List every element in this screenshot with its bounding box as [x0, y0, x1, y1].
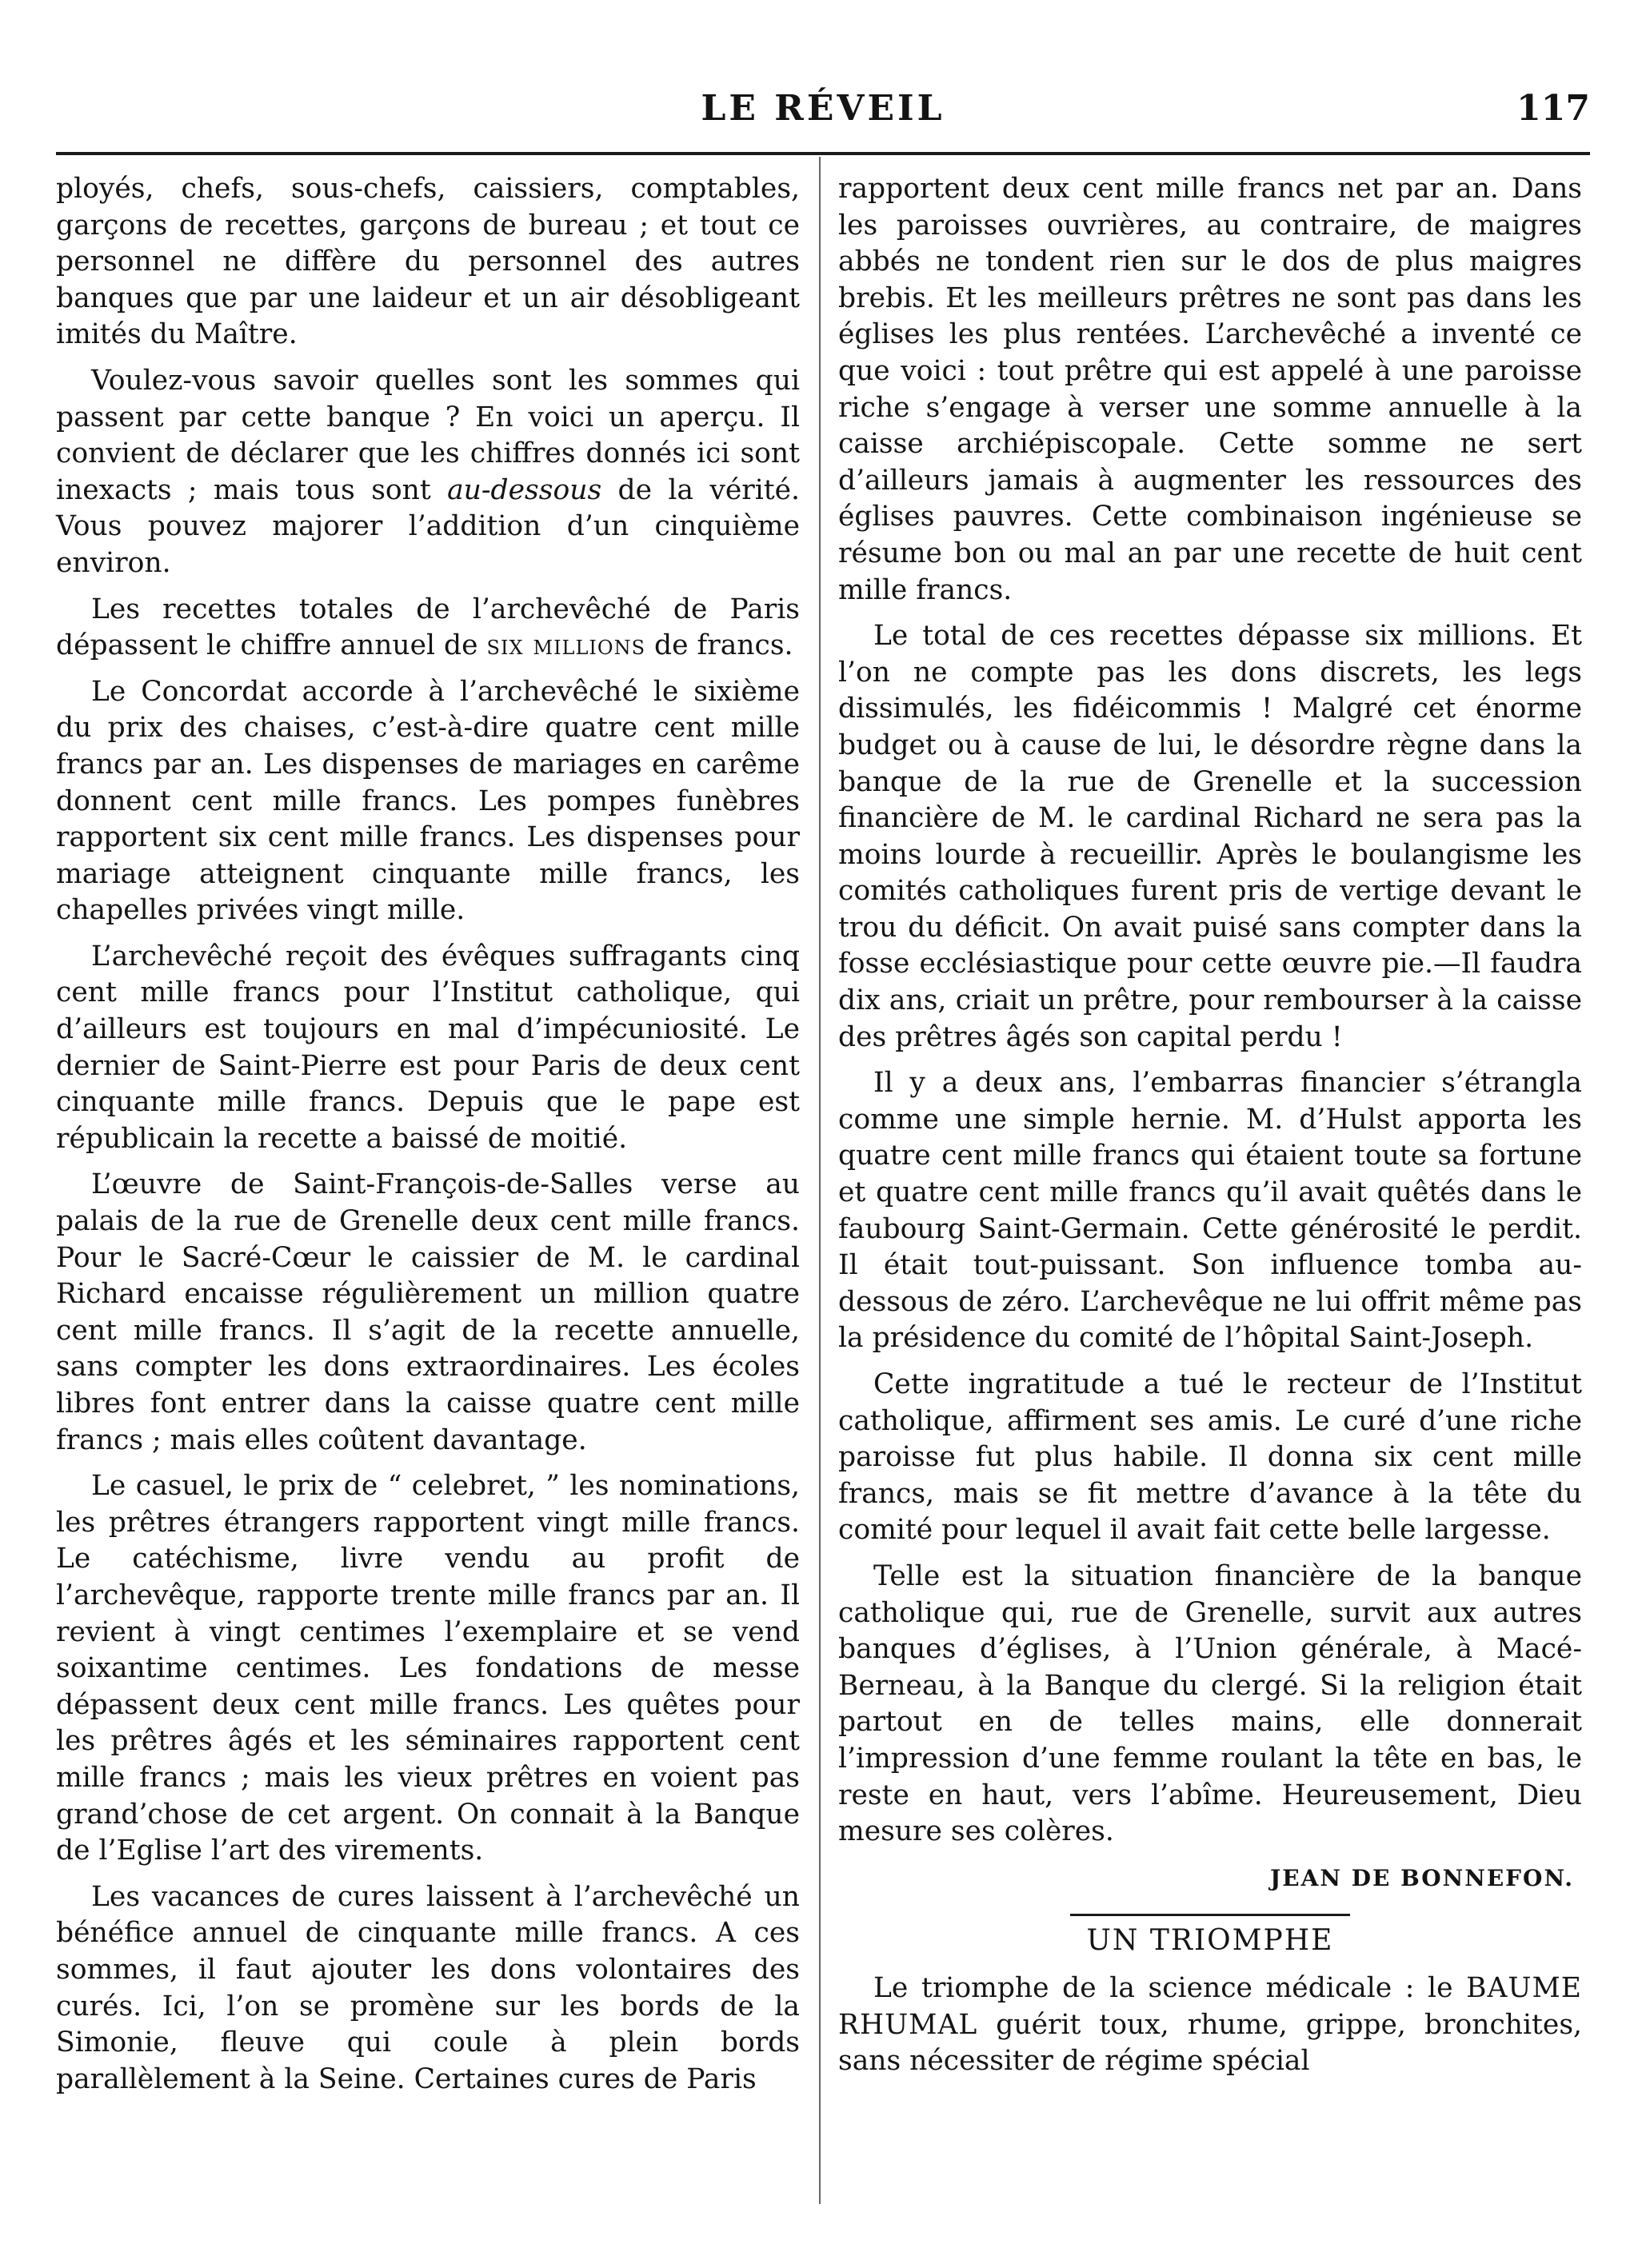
section-heading: UN TRIOMPHE	[1086, 1924, 1334, 1958]
column-divider	[819, 157, 821, 2204]
paragraph	[56, 592, 800, 665]
text-run: guérit toux, rhume, grippe, bronchites, sans nécessiter de régime spécial	[838, 2008, 1582, 2078]
right-column	[838, 171, 1582, 2090]
text-run: de la vérité. Vous pouvez majorer l’addition d’un cinquième environ.	[56, 473, 801, 579]
paragraph: ployés, chefs, sous-chefs, caissiers, comptables, garçons de recettes, garçons de bureau ; et tout ce personnel ne diffère du personnel des autres banques que par une laideur et un air désobligeant imités du Maître.	[56, 173, 800, 351]
paragraph: Le casuel, le prix de “ celebret, ” les nominations, les prêtres étrangers rapportent vingt mille francs. Le catéchisme, livre vendu au profit de l’archevêque, rapporte trente mille francs par an. Il revient à vingt centimes l’exemplaire et se vend soixantime centimes. Les fondations de messe dépassent deux cent mille francs. Les quêtes pour les prêtres âgés et les séminaires rapportent cent mille francs ; mais les vieux prêtres en voient pas grand’chose de cet argent. On connait à la Banque de l’Eglise l’art des virements.	[56, 1470, 800, 1867]
text-run: de francs.	[645, 629, 793, 662]
paragraph	[56, 363, 800, 582]
paragraph: Il y a deux ans, l’embarras financier s’étrangla comme une simple hernie. M. d’Hulst apporta les quatre cent mille francs qui étaient toute sa fortune et quatre cent mille francs qu’il avait quêtés dans le faubourg Saint-Germain. Cette générosité le perdit. Il était tout-puissant. Son influence tomba au-dessous de zéro. L’archevêque ne lui offrit même pas la présidence du comité de l’hôpital Saint-Joseph.	[838, 1067, 1582, 1355]
page-number: 117	[1516, 88, 1590, 129]
small-caps-text: six millions	[486, 629, 646, 662]
advertisement-text	[838, 1971, 1582, 2080]
page-header	[56, 77, 1590, 141]
italic-text: au-dessous	[447, 473, 602, 506]
paragraph: Les vacances de cures laissent à l’archevêché un bénéfice annuel de cinquante mille francs. A ces sommes, il faut ajouter les dons volontaires des curés. Ici, l’on se promène sur les bords de la Simonie, fleuve qui coule à plein bords parallèlement à la Seine. Certaines cures de Paris	[56, 1880, 800, 2095]
paragraph: Cette ingratitude a tué le recteur de l’Institut catholique, affirment ses amis. Le curé d’une riche paroisse fut plus habile. Il donna six cent mille francs, mais se fit mettre d’avance à la tête du comité pour lequel il avait fait cette belle largesse.	[838, 1368, 1582, 1547]
author-signature: JEAN DE BONNEFON.	[1270, 1864, 1574, 1891]
left-column	[56, 171, 800, 2107]
paragraph: Telle est la situation financière de la banque catholique qui, rue de Grenelle, survit aux autres banques d’églises, à l’Union générale, à Macé-Berneau, à la Banque du clergé. Si la religion était partout en de telles mains, elle donnerait l’impression d’une femme roulant la tête en bas, le reste en haut, vers l’abîme. Heureusement, Dieu mesure ses colères.	[838, 1559, 1582, 1848]
paragraph: L’œuvre de Saint-François-de-Salles verse au palais de la rue de Grenelle deux cent mille francs. Pour le Sacré-Cœur le caissier de M. le cardinal Richard encaisse régulièrement un million quatre cent mille francs. Il s’agit de la recette annuelle, sans compter les dons extraordinaires. Les écoles libres font entrer dans la caisse quatre cent mille francs ; mais elles coûtent davantage.	[56, 1168, 800, 1456]
section-divider	[1070, 1914, 1350, 1916]
page-title: LE RÉVEIL	[701, 88, 945, 129]
text-run: Voulez-vous savoir quelles sont les sommes qui passent par cette banque ? En voici un aperçu. Il convient de déclarer que les chiffres donnés ici sont inexacts ; mais tous sont	[56, 364, 800, 506]
paragraph: rapportent deux cent mille francs net par an. Dans les paroisses ouvrières, au contraire, de maigres abbés ne tondent rien sur le dos de plus maigres brebis. Et les meilleurs prêtres ne sont pas dans les églises les plus rentées. L’archevêché a inventé ce que voici : tout prêtre qui est appelé à une paroisse riche s’engage à verser une somme annuelle à la caisse archiépiscopale. Cette somme ne sert d’ailleurs jamais à augmenter les ressources des églises pauvres. Cette combinaison ingénieuse se résume bon ou mal an par une recette de huit cent mille francs.	[838, 173, 1582, 606]
text-run: Le triomphe de la science médicale : le	[873, 1971, 1467, 2004]
header-rule	[56, 152, 1590, 155]
product-name: BAUME RHUMAL	[838, 1971, 1582, 2041]
text-run: Les recettes totales de l’archevêché de Paris dépassent le chiffre annuel de	[56, 593, 800, 662]
paragraph: L’archevêché reçoit des évêques suffragants cinq cent mille francs pour l’Institut catholique, qui d’ailleurs est toujours en mal d’impécuniosité. Le dernier de Saint-Pierre est pour Paris de deux cent cinquante mille francs. Depuis que le pape est républicain la recette a baissé de moitié.	[56, 940, 800, 1155]
paragraph: Le Concordat accorde à l’archevêché le sixième du prix des chaises, c’est-à-dire quatre cent mille francs par an. Les dispenses de mariages en carême donnent cent mille francs. Les pompes funèbres rapportent six cent mille francs. Les dispenses pour mariage atteignent cinquante mille francs, les chapelles privées vingt mille.	[56, 675, 800, 927]
paragraph: Le total de ces recettes dépasse six millions. Et l’on ne compte pas les dons discrets, les legs dissimulés, les fidéicommis ! Malgré cet énorme budget ou à cause de lui, le désordre règne dans la banque de la rue de Grenelle et la succession financière de M. le cardinal Richard ne sera pas la moins lourde à recueillir. Après le boulangisme les comités catholiques furent pris de vertige devant le trou du déficit. On avait puisé sans compter dans la fosse ecclésiastique pour cette œuvre pie.—Il faudra dix ans, criait un prêtre, pour rembourser à la caisse des prêtres âgés son capital perdu !	[838, 620, 1582, 1053]
